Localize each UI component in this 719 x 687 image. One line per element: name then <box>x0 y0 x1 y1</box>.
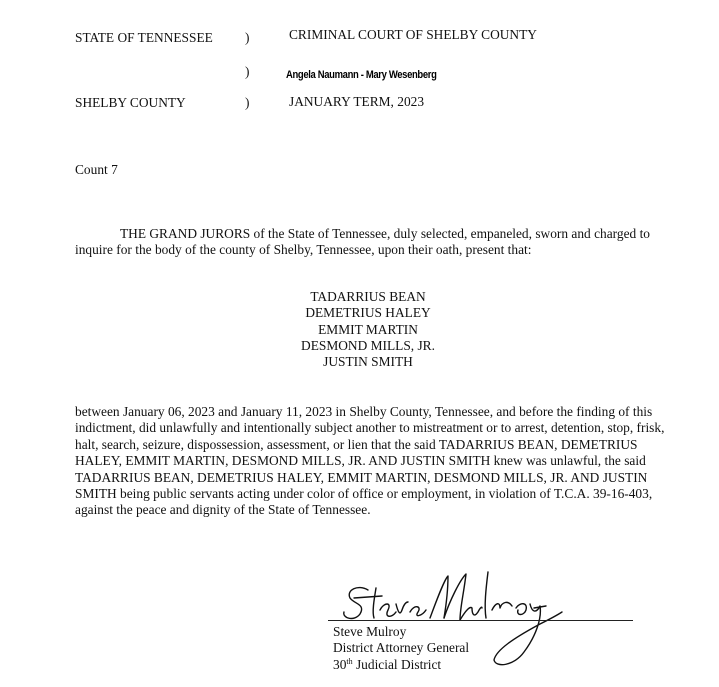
caption-paren-3: ) <box>245 95 250 110</box>
signature-line <box>328 620 633 621</box>
count-label: Count 7 <box>75 162 118 177</box>
signer-district <box>333 657 469 673</box>
district-rest: Judicial District <box>352 656 442 672</box>
defendant-name: TADARRIUS BEAN <box>310 289 426 304</box>
defendant-name: EMMIT MARTIN <box>318 321 418 337</box>
defendant-name: JUSTIN SMITH <box>323 354 413 370</box>
signature-block <box>333 624 469 673</box>
signer-title: District Attorney General <box>333 640 470 656</box>
signer-name: Steve Mulroy <box>333 624 407 639</box>
caption-paren-1: ) <box>245 30 250 45</box>
intro-paragraph: THE GRAND JURORS of the State of Tennessee, duly selected, empaneled, sworn and charged to inquire for the body of the county of Shelby, Tennessee, upon their oath, present that: <box>75 226 650 258</box>
overlay-names: Angela Naumann - Mary Wesenberg <box>286 69 437 81</box>
district-ordinal-suffix: th <box>346 656 353 666</box>
charge-paragraph: between January 06, 2023 and January 11, 2023 in Shelby County, Tennessee, and before the finding of this indictment, did unlawfully and intentionally subject another to mistreatment or to arrest, detention, stop, frisk, halt, search, seizure, dispossession, assessment, or lien that the said TADARRIUS BEAN, DEMETRIUS HALEY, EMMIT MARTIN, DESMOND MILLS, JR. AND JUSTIN SMITH knew was unlawful, the said TADARRIUS BEAN, DEMETRIUS HALEY, EMMIT MARTIN, DESMOND MILLS, JR. AND JUSTIN SMITH being public servants acting under color of office or employment, in violation of T.C.A. 39-16-403, against the peace and dignity of the State of Tennessee. <box>75 404 665 518</box>
defendants-list <box>220 289 516 370</box>
caption-state: STATE OF TENNESSEE <box>75 30 213 45</box>
caption-court: CRIMINAL COURT OF SHELBY COUNTY <box>289 27 537 42</box>
caption-county: SHELBY COUNTY <box>75 95 186 110</box>
caption-term: JANUARY TERM, 2023 <box>289 94 425 109</box>
defendant-name: DEMETRIUS HALEY <box>305 305 431 321</box>
defendant-name: DESMOND MILLS, JR. <box>301 337 435 353</box>
district-number: 30 <box>333 656 347 672</box>
caption-paren-2: ) <box>245 64 250 79</box>
